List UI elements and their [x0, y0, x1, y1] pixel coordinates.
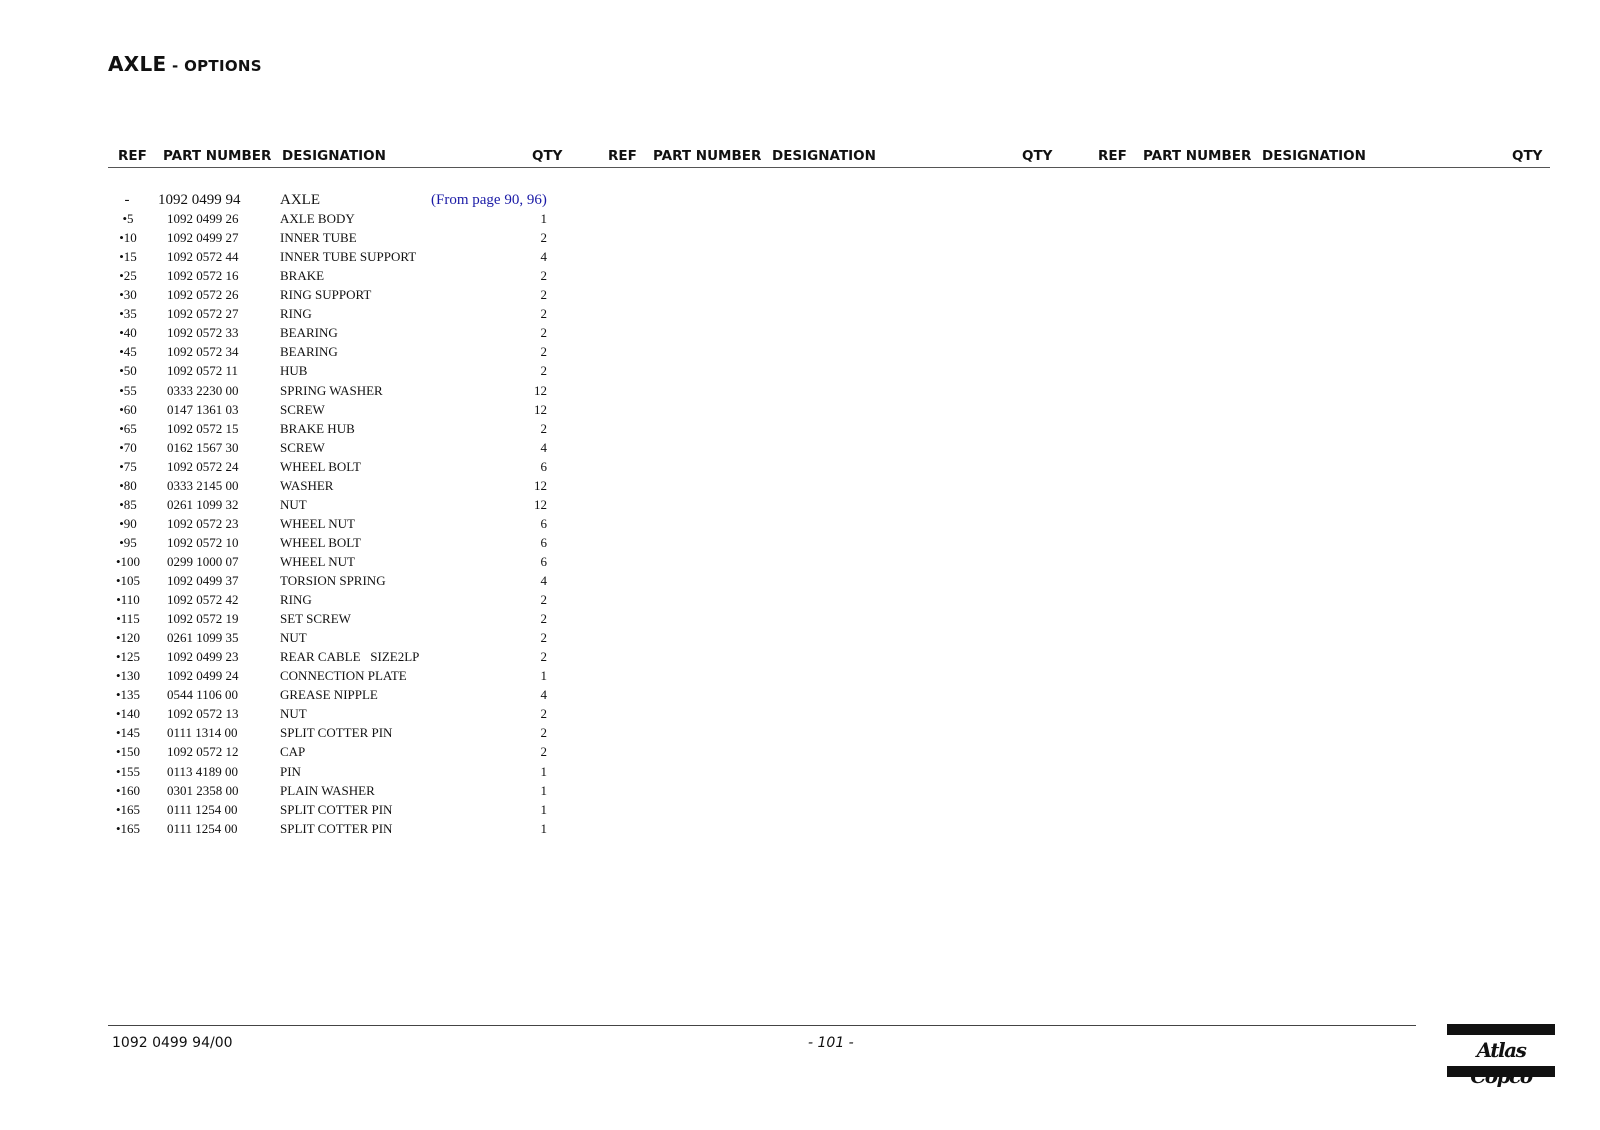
row-qty: 2 — [540, 230, 547, 246]
row-designation: HUB — [280, 363, 308, 379]
row-designation: SET SCREW — [280, 611, 351, 626]
row-designation: INNER TUBE — [280, 230, 357, 246]
row-qty: 2 — [540, 706, 547, 722]
row-designation: NUT — [280, 630, 307, 646]
atlas-copco-logo — [1447, 1024, 1555, 1077]
logo-top-bar — [1447, 1024, 1555, 1035]
row-part-number: 1092 0572 19 — [167, 611, 239, 626]
row-part-number: 0113 4189 00 — [167, 763, 239, 779]
header-ref: REF — [118, 148, 147, 164]
row-part-number: 0261 1099 35 — [167, 630, 239, 646]
row-qty: 1 — [540, 211, 547, 226]
row-qty: 2 — [540, 744, 547, 760]
row-ref: •15 — [119, 249, 137, 265]
row-ref: •10 — [119, 230, 137, 246]
header-designation: DESIGNATION — [282, 148, 386, 164]
row-part-number: 0111 1254 00 — [167, 801, 238, 817]
row-qty: 12 — [534, 496, 547, 512]
row-qty: 2 — [540, 363, 547, 379]
row-designation: WHEEL NUT — [280, 553, 355, 569]
row-qty: 2 — [540, 268, 547, 284]
row-part-number: 1092 0572 15 — [167, 420, 239, 436]
row-designation: WASHER — [280, 477, 334, 493]
row-ref: •95 — [119, 534, 137, 550]
row-part-number: 1092 0572 12 — [167, 744, 239, 760]
row-ref: •75 — [119, 458, 137, 474]
row-part-number: 0111 1254 00 — [167, 820, 238, 836]
assembly-part-number: 1092 0499 94 — [158, 192, 241, 208]
row-ref: •130 — [115, 668, 141, 684]
row-part-number: 0162 1567 30 — [167, 439, 239, 455]
row-ref: •140 — [115, 706, 141, 722]
row-designation: PIN — [280, 763, 301, 779]
row-ref: •25 — [119, 268, 137, 284]
row-designation: CONNECTION PLATE — [280, 668, 407, 684]
page-title — [108, 52, 262, 76]
row-qty: 2 — [540, 325, 547, 341]
assembly-designation: AXLE — [280, 192, 320, 208]
row-part-number: 0111 1314 00 — [167, 725, 238, 741]
row-part-number: 0333 2145 00 — [167, 477, 239, 493]
row-designation: BRAKE — [280, 268, 325, 284]
title-main: AXLE — [108, 52, 167, 76]
row-ref: •60 — [119, 401, 137, 417]
header-divider — [108, 167, 1550, 168]
footer-divider — [108, 1025, 1416, 1026]
row-ref: •35 — [119, 306, 137, 322]
row-designation: SCREW — [280, 401, 325, 417]
row-designation: RING SUPPORT — [280, 287, 372, 303]
row-designation: SPRING WASHER — [280, 382, 383, 398]
row-qty: 4 — [540, 249, 547, 265]
row-designation: BRAKE HUB — [280, 420, 355, 436]
row-part-number: 1092 0572 26 — [167, 287, 239, 303]
row-ref: •150 — [115, 744, 141, 760]
row-qty: 1 — [540, 782, 547, 798]
row-part-number: 1092 0572 23 — [167, 515, 239, 531]
row-ref: •165 — [115, 820, 141, 836]
row-part-number: 1092 0499 27 — [167, 230, 239, 246]
row-ref: •40 — [119, 325, 137, 341]
row-qty: 2 — [540, 420, 547, 436]
row-part-number: 1092 0499 23 — [167, 649, 239, 665]
row-designation: PLAIN WASHER — [280, 782, 375, 798]
row-designation: SPLIT COTTER PIN — [280, 725, 393, 741]
header-qty: QTY — [532, 148, 563, 164]
row-ref: •165 — [115, 801, 141, 817]
row-qty: 6 — [540, 534, 547, 550]
row-part-number: 1092 0572 27 — [167, 306, 239, 322]
row-part-number: 0299 1000 07 — [167, 553, 239, 569]
row-ref: •55 — [119, 382, 137, 398]
row-qty: 6 — [540, 553, 547, 569]
row-designation: TORSION SPRING — [280, 573, 386, 588]
row-designation: AXLE BODY — [280, 211, 355, 226]
row-qty: 12 — [534, 401, 547, 417]
header-qty: QTY — [1022, 148, 1053, 164]
assembly-page-reference: (From page 90, 96) — [431, 192, 547, 208]
row-part-number: 1092 0572 11 — [167, 363, 239, 379]
row-qty: 2 — [540, 649, 547, 665]
row-ref: •50 — [119, 363, 137, 379]
header-part-number: PART NUMBER — [1143, 148, 1252, 164]
row-part-number: 1092 0572 10 — [167, 534, 239, 550]
row-qty: 4 — [540, 687, 547, 703]
header-part-number: PART NUMBER — [163, 148, 272, 164]
row-designation: CAP — [280, 744, 306, 760]
row-part-number: 1092 0572 16 — [167, 268, 239, 284]
row-designation: GREASE NIPPLE — [280, 687, 378, 703]
row-designation: RING — [280, 592, 312, 607]
row-ref: •105 — [115, 573, 141, 588]
row-designation: BEARING — [280, 325, 338, 341]
assembly-ref: - — [124, 192, 130, 208]
row-ref: •155 — [115, 763, 141, 779]
row-part-number: 1092 0499 26 — [167, 211, 239, 226]
header-designation: DESIGNATION — [1262, 148, 1366, 164]
row-qty: 6 — [540, 458, 547, 474]
row-qty: 12 — [534, 477, 547, 493]
row-ref: •120 — [115, 630, 141, 646]
row-designation: WHEEL NUT — [280, 515, 355, 531]
row-ref: •135 — [115, 687, 141, 703]
row-designation: RING — [280, 306, 312, 322]
row-part-number: 1092 0499 37 — [167, 573, 239, 588]
row-designation: SPLIT COTTER PIN — [280, 820, 393, 836]
row-designation: WHEEL BOLT — [280, 458, 361, 474]
row-part-number: 1092 0572 33 — [167, 325, 239, 341]
row-ref: •65 — [119, 420, 137, 436]
header-designation: DESIGNATION — [772, 148, 876, 164]
row-designation: SCREW — [280, 439, 325, 455]
row-ref: •115 — [116, 611, 140, 626]
row-qty: 2 — [540, 344, 547, 360]
row-qty: 2 — [540, 630, 547, 646]
row-part-number: 1092 0572 24 — [167, 458, 239, 474]
row-ref: •145 — [115, 725, 141, 741]
row-designation: REAR CABLE SIZE2LP — [280, 649, 420, 665]
row-ref: •85 — [119, 496, 137, 512]
row-ref: •90 — [119, 515, 137, 531]
row-part-number: 1092 0572 44 — [167, 249, 239, 265]
row-qty: 2 — [540, 592, 547, 607]
row-ref: •160 — [115, 782, 141, 798]
row-designation: BEARING — [280, 344, 338, 360]
row-designation: SPLIT COTTER PIN — [280, 801, 393, 817]
row-ref: •5 — [122, 211, 134, 226]
header-part-number: PART NUMBER — [653, 148, 762, 164]
row-ref: •70 — [119, 439, 137, 455]
row-qty: 4 — [540, 573, 547, 588]
row-qty: 1 — [540, 801, 547, 817]
row-part-number: 1092 0572 13 — [167, 706, 239, 722]
row-ref: •80 — [119, 477, 137, 493]
header-qty: QTY — [1512, 148, 1543, 164]
row-part-number: 0333 2230 00 — [167, 382, 239, 398]
row-ref: •45 — [119, 344, 137, 360]
header-ref: REF — [1098, 148, 1127, 164]
row-qty: 6 — [540, 515, 547, 531]
row-qty: 2 — [540, 306, 547, 322]
row-qty: 2 — [540, 611, 547, 626]
row-part-number: 1092 0572 34 — [167, 344, 239, 360]
logo-wordmark: Atlas — [1476, 1038, 1526, 1062]
row-qty: 1 — [540, 763, 547, 779]
row-qty: 12 — [534, 382, 547, 398]
row-qty: 1 — [540, 820, 547, 836]
row-part-number: 0147 1361 03 — [167, 401, 239, 417]
row-designation: NUT — [280, 706, 307, 722]
row-ref: •110 — [116, 592, 140, 607]
logo-bottom-bar — [1447, 1066, 1555, 1077]
row-qty: 2 — [540, 725, 547, 741]
row-designation: WHEEL BOLT — [280, 534, 361, 550]
row-ref: •30 — [119, 287, 137, 303]
page-number: - 101 - — [808, 1035, 854, 1051]
header-ref: REF — [608, 148, 637, 164]
document-number: 1092 0499 94/00 — [112, 1035, 233, 1051]
row-part-number: 0544 1106 00 — [167, 687, 239, 703]
row-designation: NUT — [280, 496, 307, 512]
title-sub: - OPTIONS — [166, 57, 262, 75]
row-part-number: 0261 1099 32 — [167, 496, 239, 512]
row-part-number: 1092 0499 24 — [167, 668, 239, 684]
row-part-number: 0301 2358 00 — [167, 782, 239, 798]
row-qty: 2 — [540, 287, 547, 303]
row-part-number: 1092 0572 42 — [167, 592, 239, 607]
row-qty: 4 — [540, 439, 547, 455]
row-qty: 1 — [540, 668, 547, 684]
row-ref: •125 — [115, 649, 141, 665]
row-ref: •100 — [115, 553, 141, 569]
row-designation: INNER TUBE SUPPORT — [280, 249, 417, 265]
